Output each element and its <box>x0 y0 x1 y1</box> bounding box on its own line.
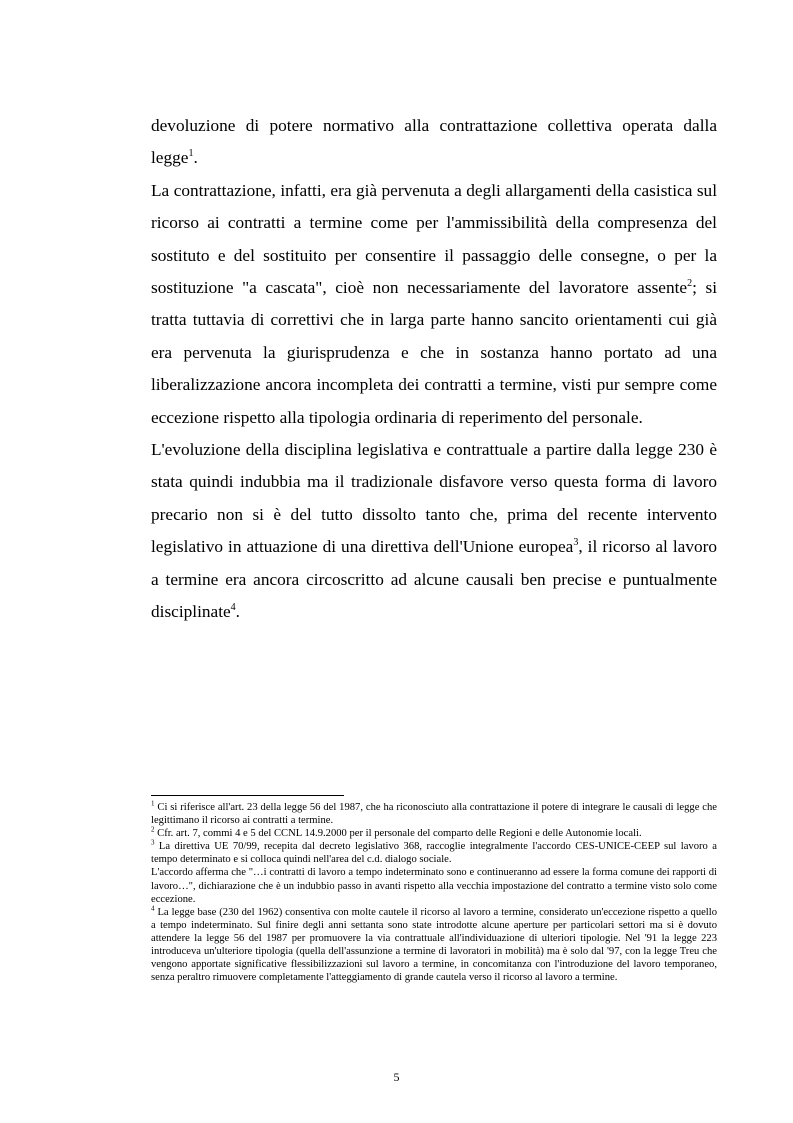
footnote-3: $^3$ La direttiva UE 70/99, recepita dal decreto legislativo 368, raccoglie integralmente l'accordo CES-UNICE-CEEP sul lavoro a tempo determinato e si colloca quindi nell'area del c.d. dialogo sociale. <box>151 838 717 866</box>
footnotes <box>151 801 717 984</box>
paragraph-2: La contrattazione, infatti, era già pervenuta a degli allargamenti della casistica sul ricorso ai contratti a termine come per l'ammissibilità della compresenza del sostituto e del sostituito per consentire il passaggio delle consegne, o per la sostituzione "a cascata", cioè non necessariamente del lavoratore assente$^2$; si tratta tuttavia di correttivi che in larga parte hanno sancito orientamenti cui già era pervenuta la giurisprudenza e che in sostanza hanno portato ad una liberalizzazione ancora incompleta dei contratti a termine, visti pur sempre come eccezione rispetto alla tipologia ordinaria di reperimento del personale. <box>151 180 717 427</box>
footnote-ref-2[interactable]: 2 <box>687 278 693 290</box>
footnote-1: $^1$ Ci si riferisce all'art. 23 della legge 56 del 1987, che ha riconosciuto alla contrattazione il potere di integrare le causali di legge che legittimano il ricorso ai contratti a termine. <box>151 799 717 827</box>
footnote-ref-1[interactable]: 1 <box>188 148 194 160</box>
footnote-separator <box>151 795 344 796</box>
main-text <box>151 110 717 629</box>
footnote-3-continued: L'accordo afferma che "…i contratti di lavoro a tempo indeterminato sono e continueranno ad essere la forma comune dei rapporti di lavoro…", dichiarazione che è un indubbio passo in avanti rispetto alla vecchia impostazione del contratto a termine visto solo come eccezione. <box>151 867 717 905</box>
page-number: 5 <box>393 1070 400 1084</box>
paragraph-3: L'evoluzione della disciplina legislativa e contrattuale a partire dalla legge 230 è stata quindi indubbia ma il tradizionale disfavore verso questa forma di lavoro precario non si è del tutto dissolto tanto che, prima del recente intervento legislativo in attuazione di una direttiva dell'Unione europea$^3$, il ricorso al lavoro a termine era ancora circoscritto ad alcune causali ben precise e puntualmente disciplinate$^4$. <box>151 440 718 622</box>
footnote-4: $^4$ La legge base (230 del 1962) consentiva con molte cautele il ricorso al lavoro a termine, considerato un'eccezione rispetto a quello a tempo indeterminato. Sul finire degli anni settanta sono state introdotte alcune aperture per particolari settori ma si è dovuto attendere la legge 56 del 1987 per promuovere la via contrattuale all'individuazione di ulteriori tipologie. Nel '91 la legge 223 introduceva un'ulteriore tipologia (quella dell'assunzione a termine di lavoratori in mobilità) ma è solo dal '97, con la legge Treu che vengono apportate significative flessibilizzazioni sul lavoro a termine, in concomitanza con l'introduzione del lavoro temporaneo, senza peraltro rimuovere completamente l'atteggiamento di grande cautela verso il ricorso al lavoro a termine. <box>151 904 717 984</box>
footnote-ref-3[interactable]: 3 <box>573 537 579 549</box>
footnote-ref-4[interactable]: 4 <box>230 602 236 614</box>
footnote-2: $^2$ Cfr. art. 7, commi 4 e 5 del CCNL 14.9.2000 per il personale del comparto delle Regioni e delle Autonomie locali. <box>151 825 642 840</box>
paragraph-1: devoluzione di potere normativo alla contrattazione collettiva operata dalla legge$^1$. <box>151 116 717 168</box>
